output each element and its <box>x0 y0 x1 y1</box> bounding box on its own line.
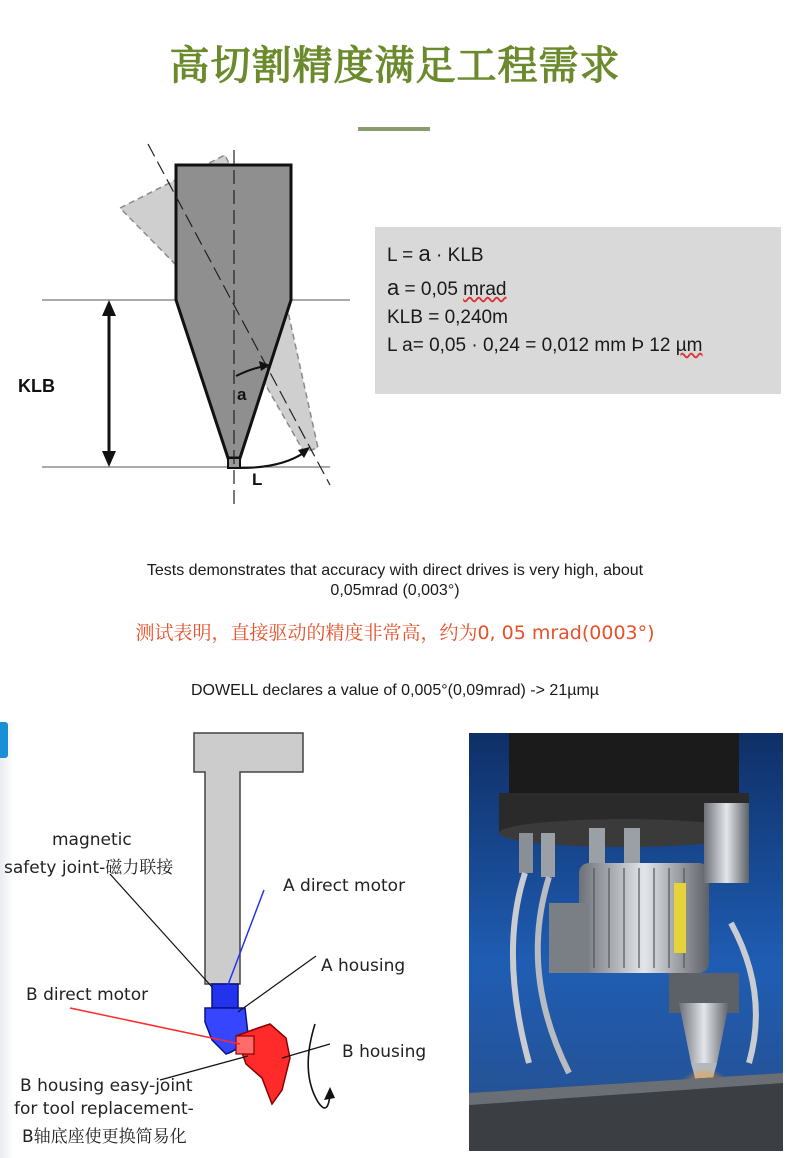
klb-arrow-up-head <box>102 300 116 316</box>
chinese-text: 测试表明，直接驱动的精度非常高，约为0, 05 mrad(0003°) <box>135 622 655 644</box>
english-text-line-1: Tests demonstrates that accuracy with direct drives is very high, about <box>146 562 644 579</box>
a-housing-label: A housing <box>321 956 406 976</box>
magnetic-leader <box>110 874 212 987</box>
laser-head-photo <box>469 733 783 1151</box>
b-easy-joint-label-1: B housing easy-joint <box>20 1076 193 1096</box>
b-direct-motor-label: B direct motor <box>26 985 149 1005</box>
a-direct-motor-shape <box>212 984 238 1008</box>
rotation-arrow-head <box>324 1087 335 1100</box>
klb-arrow-down-head <box>102 451 116 467</box>
a-direct-motor-label: A direct motor <box>283 876 406 896</box>
formula-line-2-unit: mrad <box>463 279 507 300</box>
formula-line-4-unit: µm <box>675 335 703 356</box>
angle-a-label: a <box>237 385 247 404</box>
formula-line-1-prefix: L = <box>387 245 419 266</box>
klb-label: KLB <box>18 376 55 396</box>
formula-line-2-eq: = 0,05 <box>399 279 464 300</box>
formula-line-4 <box>387 335 702 357</box>
magnetic-label-2: safety joint-磁力联接 <box>4 858 174 878</box>
b-easy-joint-label-3: B轴底座使更换简易化 <box>22 1127 187 1147</box>
english-text-line-2: 0,05mrad (0,003°) <box>330 582 460 599</box>
a-housing-leader <box>238 956 316 1012</box>
t-shaped-head-body <box>194 733 303 984</box>
dowell-text: DOWELL declares a value of 0,005°(0,09mrad) -> 21µmµ <box>191 682 599 699</box>
title-underline <box>358 127 430 131</box>
formula-line-1-suffix: · KLB <box>430 245 484 266</box>
formula-line-3: KLB = 0,240m <box>387 307 508 328</box>
laser-head-illustration <box>469 733 783 1151</box>
page-title: 高切割精度满足工程需求 <box>169 43 621 89</box>
formula-box <box>375 227 781 394</box>
magnetic-label-1: magnetic <box>52 830 132 850</box>
b-easy-joint-label-2: for tool replacement- <box>14 1099 194 1119</box>
formula-line-1 <box>387 241 484 267</box>
cutting-head-accuracy-diagram <box>0 140 370 510</box>
b-housing-label: B housing <box>342 1042 427 1062</box>
b-direct-motor-shape <box>236 1036 254 1054</box>
l-arc <box>240 452 305 468</box>
formula-line-2-a: a <box>387 275 400 300</box>
formula-line-1-a: a <box>418 241 431 266</box>
l-label: L <box>252 470 263 489</box>
formula-line-2 <box>387 275 506 301</box>
formula-line-4-prefix: L a= 0,05 · 0,24 = 0,012 mm Þ 12 <box>387 335 676 356</box>
